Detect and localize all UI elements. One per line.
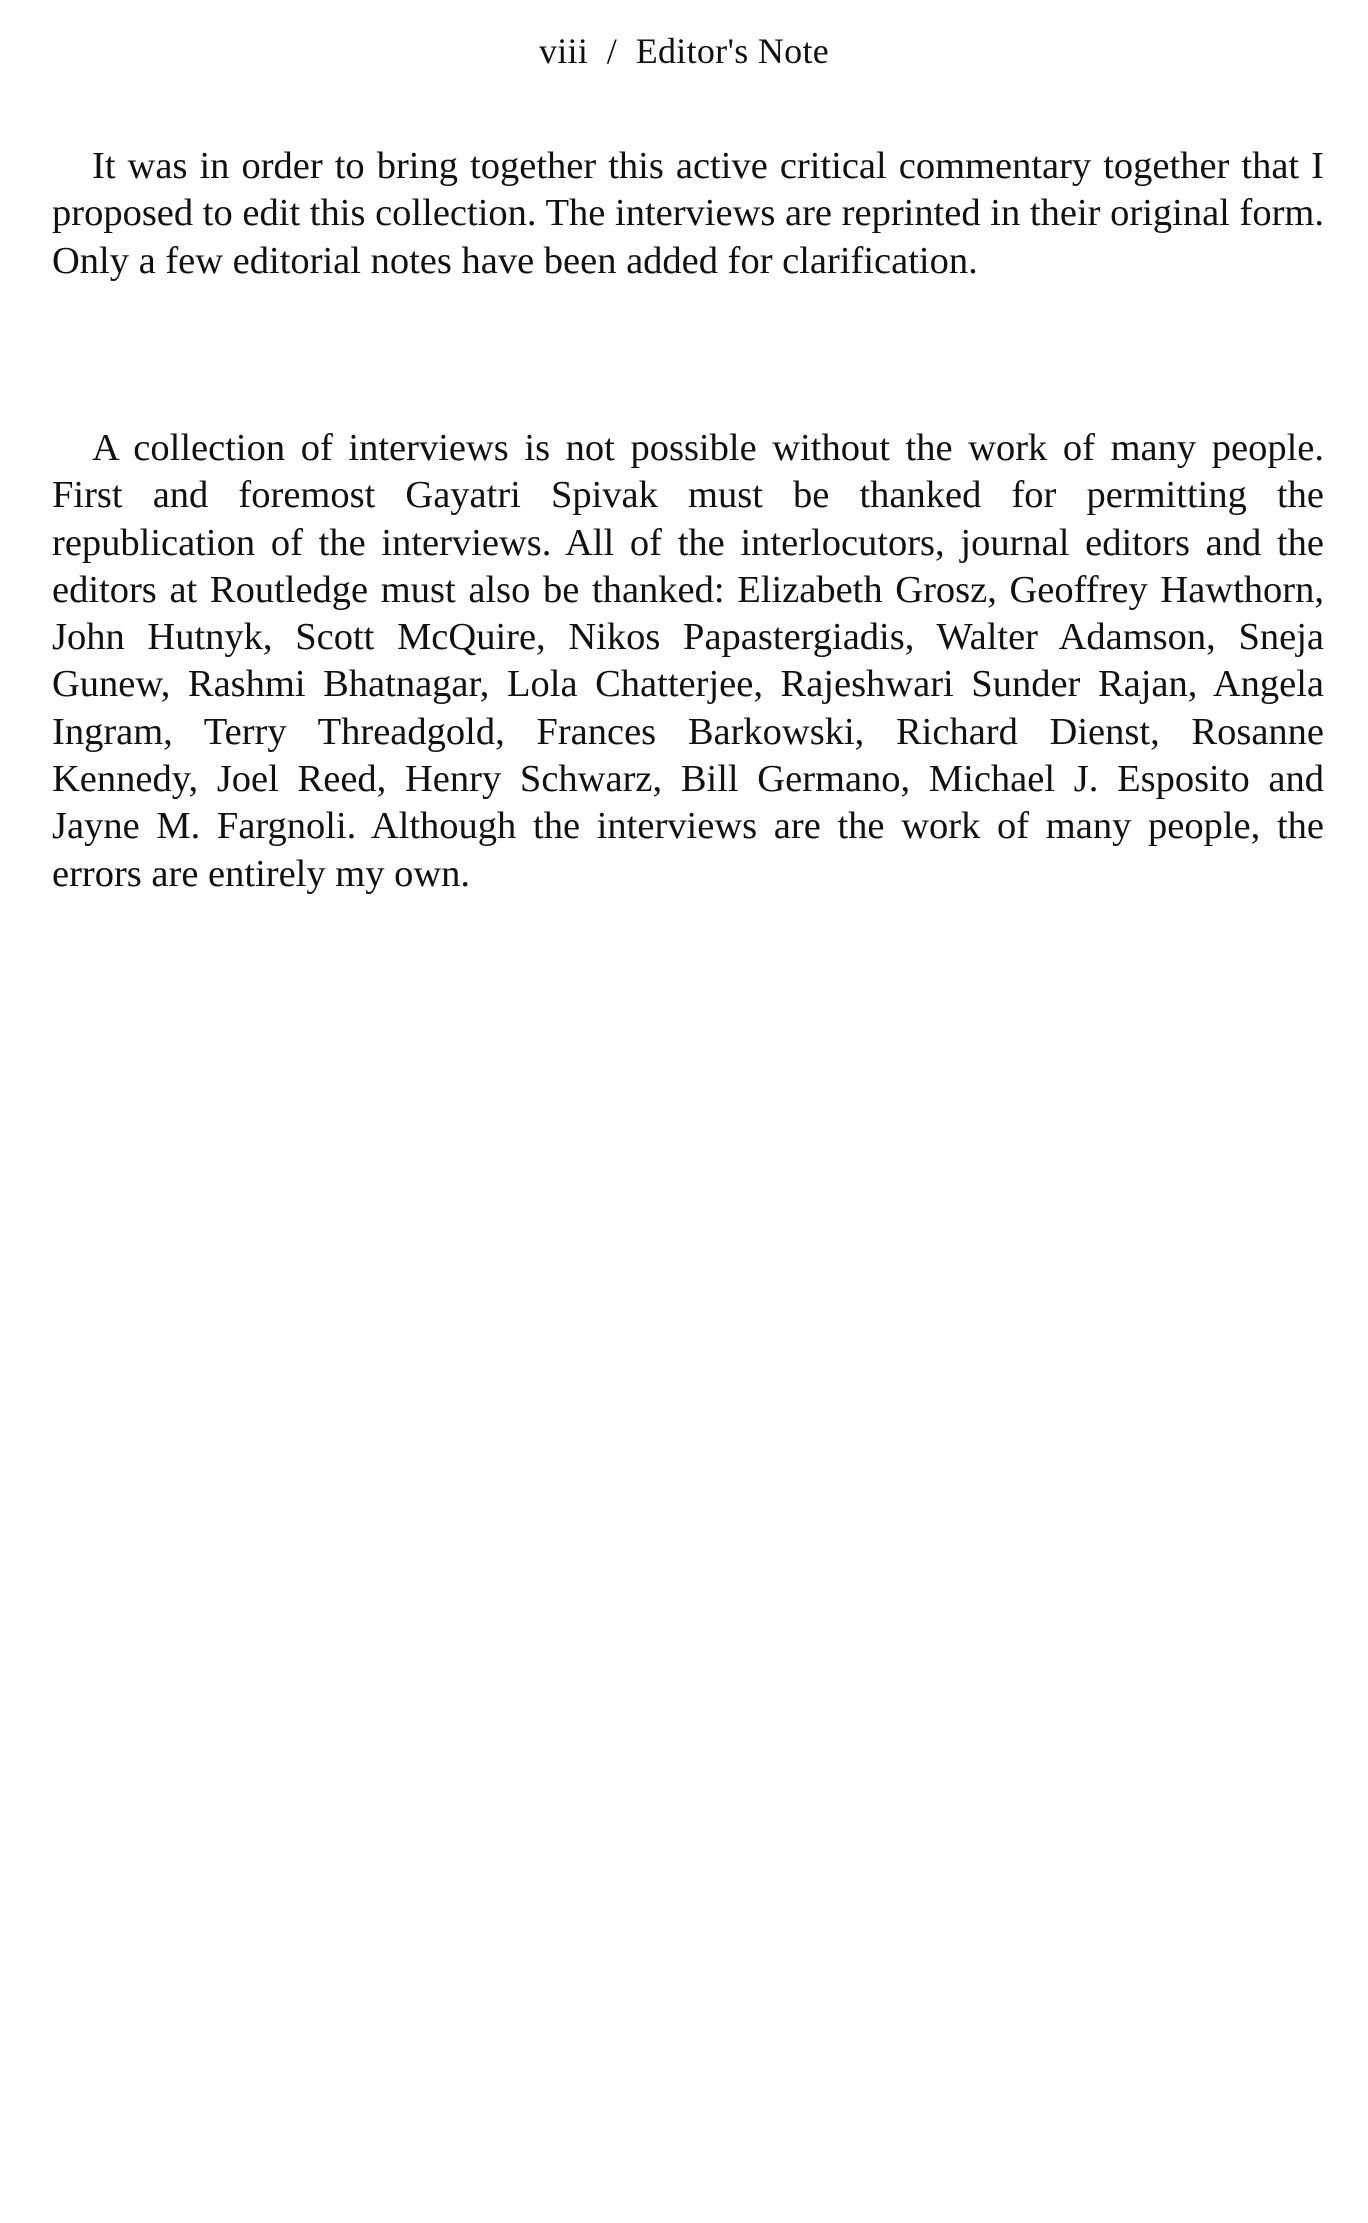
paragraph-block-2 bbox=[52, 425, 1324, 898]
page-number: viii bbox=[538, 31, 589, 71]
section-title: Editor's Note bbox=[635, 31, 830, 71]
paragraph-block-1 bbox=[52, 143, 1324, 285]
header-separator: / bbox=[606, 31, 618, 71]
paragraph: A collection of interviews is not possible without the work of many people. First and foremost Gayatri Spivak must be thanked for permitting the republication of the interviews. All of the interlocutors, journal editors and the editors at Routledge must also be thanked: Elizabeth Grosz, Geoffrey Hawthorn, John Hutnyk, Scott McQuire, Nikos Papastergiadis, Walter Adamson, Sneja Gunew, Rashmi Bhatnagar, Lola Chatterjee, Rajeshwari Sunder Rajan, Angela Ingram, Terry Threadgold, Frances Barkowski, Richard Dienst, Rosanne Kennedy, Joel Reed, Henry Schwarz, Bill Germano, Michael J. Esposito and Jayne M. Fargnoli. Although the interviews are the work of many people, the errors are entirely my own. bbox=[52, 427, 1324, 895]
running-head bbox=[0, 28, 1368, 74]
paragraph: It was in order to bring together this active critical commentary together that I proposed to edit this collection. The interviews are reprinted in their original form. Only a few editorial notes have been added for clarification. bbox=[52, 145, 1324, 282]
